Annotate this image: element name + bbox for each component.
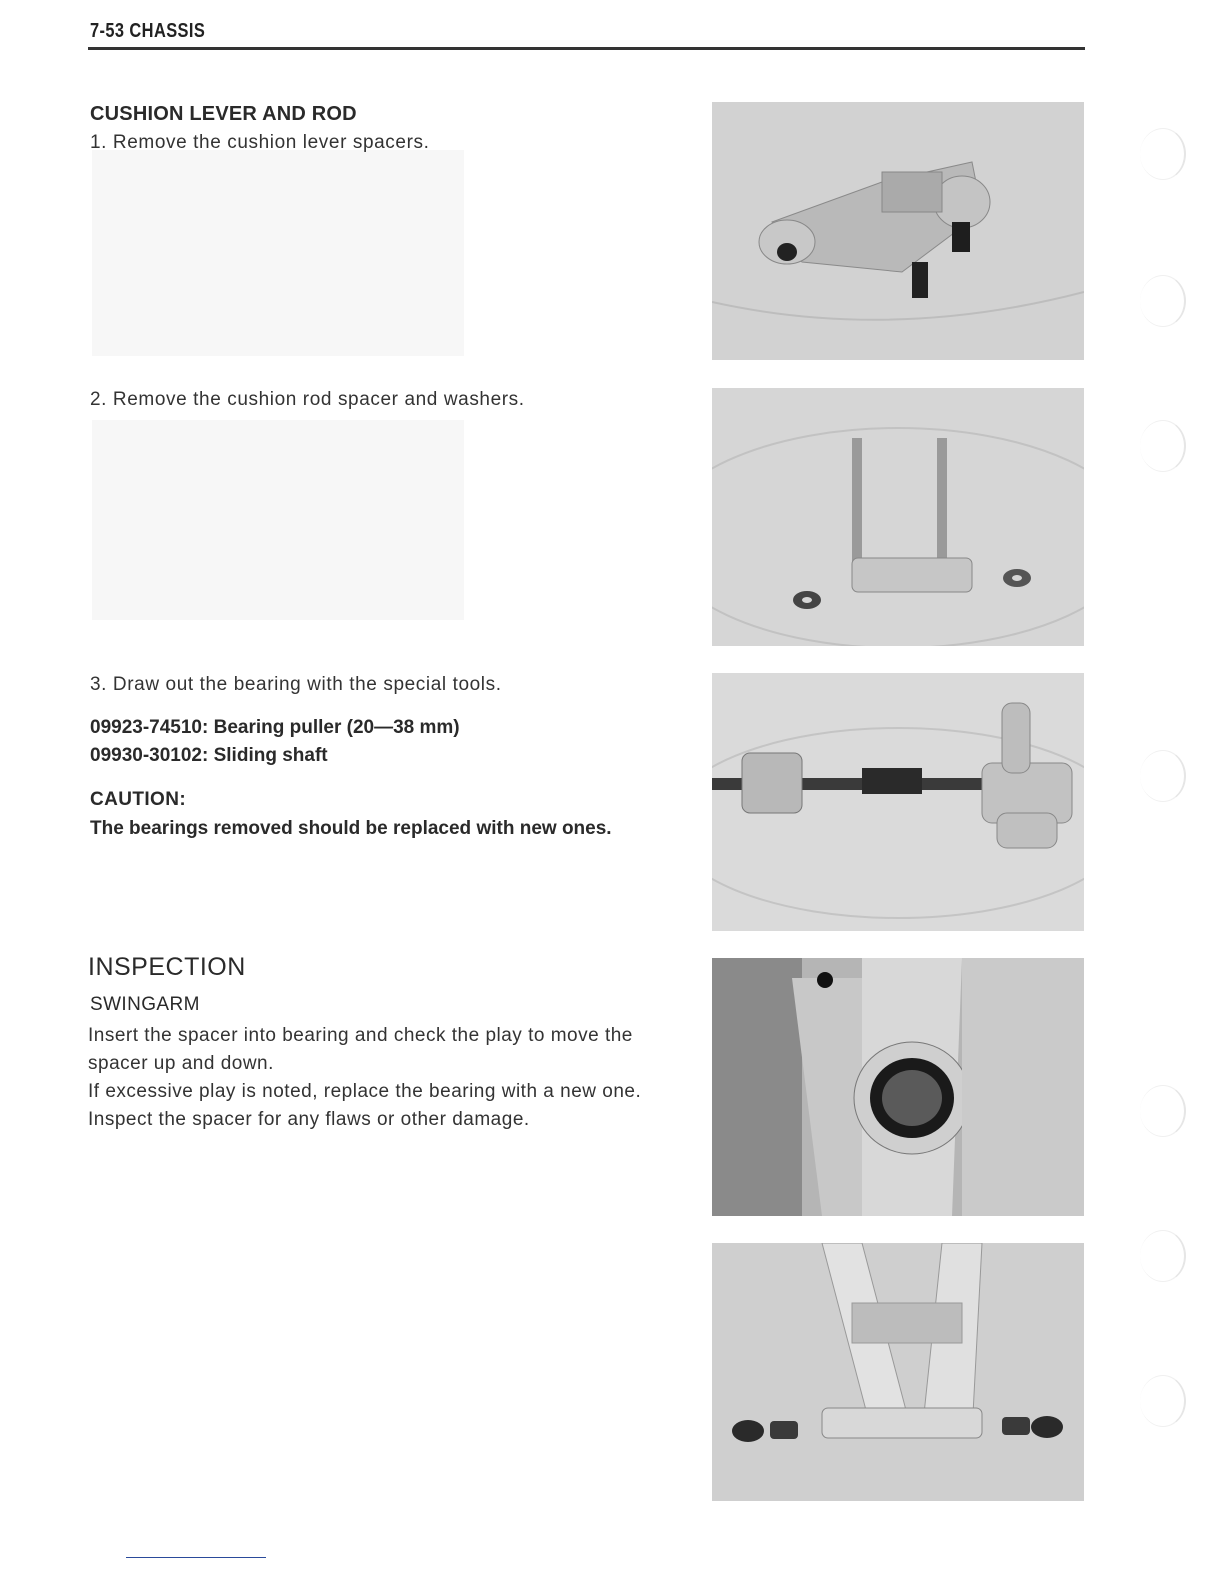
swingarm-subtitle: SWINGARM [90,994,200,1015]
inspection-text-2: If excessive play is noted, replace the bearing with a new one. [88,1081,642,1102]
binder-hole [1140,1230,1186,1282]
caution-text: The bearings removed should be replaced with new ones. [90,818,612,839]
binder-hole [1140,1375,1186,1427]
binder-hole [1140,420,1186,472]
binder-hole [1140,275,1186,327]
footer-link-line [126,1557,266,1558]
show-through-shadow [92,150,464,356]
cushion-lever-photo [712,102,1084,360]
show-through-shadow [92,420,464,620]
step-1-text: 1. Remove the cushion lever spacers. [90,132,430,153]
cushion-rod-photo [712,388,1084,646]
inspection-text-1: Insert the spacer into bearing and check the play to move the spacer up and down. [88,1025,633,1074]
section-heading-cushion: CUSHION LEVER AND ROD [90,103,357,125]
swingarm-bearing-photo [712,958,1084,1216]
bearing-puller-photo [712,673,1084,931]
swingarm-spacer-photo [712,1243,1084,1501]
binder-hole [1140,1085,1186,1137]
binder-hole [1140,128,1186,180]
inspection-paragraph [88,1022,688,1134]
header-rule [88,47,1085,50]
caution-label: CAUTION: [90,789,187,810]
binder-hole [1140,750,1186,802]
page-header-title: 7-53 CHASSIS [90,20,206,42]
special-tool-1: 09923-74510: Bearing puller (20—38 mm) [90,717,460,738]
step-3-text: 3. Draw out the bearing with the special tools. [90,674,502,695]
special-tool-2: 09930-30102: Sliding shaft [90,745,328,766]
inspection-text-3: Inspect the spacer for any flaws or other damage. [88,1109,530,1130]
step-2-text: 2. Remove the cushion rod spacer and washers. [90,389,525,410]
inspection-title: INSPECTION [88,953,246,981]
